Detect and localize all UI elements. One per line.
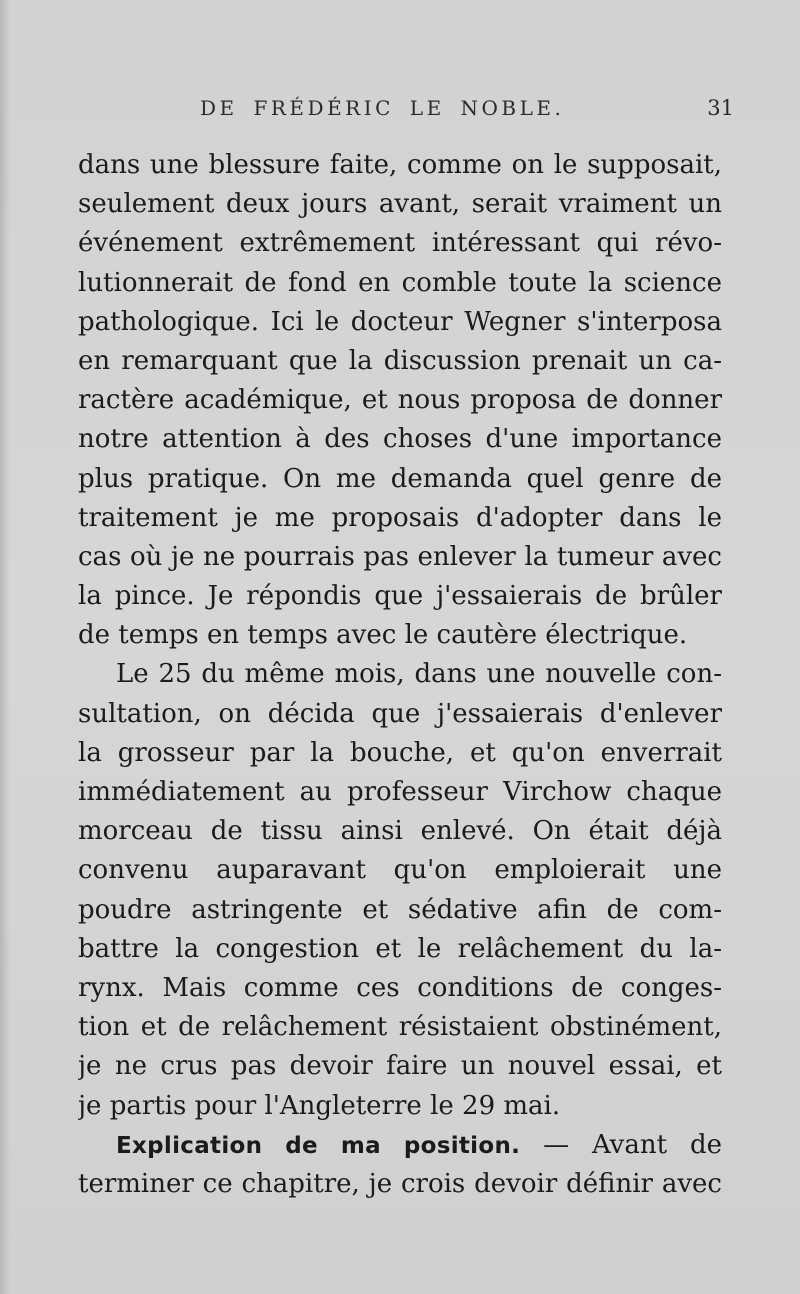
text-line: immédiatement au professeur Virchow chaque: [78, 777, 722, 807]
running-title: DE FRÉDÉRIC LE NOBLE.: [200, 96, 565, 120]
text-line: convenu auparavant qu'on emploierait une: [78, 855, 722, 886]
text-line: rynx. Mais comme ces conditions de conges-: [78, 972, 722, 1003]
body-text: [78, 146, 722, 1204]
text-line: la grosseur par la bouche, et qu'on enverrait: [78, 737, 722, 768]
text-line: je partis pour l'Angleterre le 29 mai.: [78, 1090, 561, 1121]
text-line: lutionnerait de fond en comble toute la science: [78, 267, 722, 298]
text-line: seulement deux jours avant, serait vraiment un: [78, 189, 722, 220]
text-line: traitement je me proposais d'adopter dans le: [78, 502, 722, 533]
section-heading-line: [78, 1126, 722, 1165]
text-line: sultation, on décida que j'essaierais d'enlever: [78, 698, 722, 729]
text-line: morceau de tissu ainsi enlevé. On était déjà: [78, 816, 722, 847]
text-line: la pince. Je répondis que j'essaierais de brûler: [78, 581, 722, 612]
text-line: cas où je ne pourrais pas enlever la tumeur avec: [78, 541, 722, 572]
text-line: pathologique. Ici le docteur Wegner s'interposa: [78, 306, 722, 337]
text-line: poudre astringente et sédative afin de com-: [78, 894, 722, 925]
section-heading-rest: — Avant de: [520, 1129, 722, 1160]
text-line: événement extrêmement intéressant qui révo-: [78, 228, 722, 259]
text-line: battre la congestion et le relâchement du la-: [78, 933, 722, 964]
page-number: 31: [707, 96, 734, 120]
text-line: de temps en temps avec le cautère électrique.: [78, 620, 688, 651]
text-line: notre attention à des choses d'une importance: [78, 424, 722, 455]
text-line: dans une blessure faite, comme on le supposait,: [78, 150, 722, 180]
running-head: [200, 96, 740, 130]
text-line: ractère académique, et nous proposa de donner: [78, 385, 722, 416]
text-line: Le 25 du même mois, dans une nouvelle con-: [116, 659, 722, 690]
text-line: terminer ce chapitre, je crois devoir définir avec: [78, 1168, 722, 1199]
section-heading: Explication de ma position.: [116, 1132, 521, 1159]
text-line: en remarquant que la discussion prenait un ca-: [78, 345, 722, 376]
text-line: plus pratique. On me demanda quel genre de: [78, 463, 722, 494]
text-line: je ne crus pas devoir faire un nouvel essai, et: [78, 1051, 722, 1082]
text-line: tion et de relâchement résistaient obstinément,: [78, 1012, 722, 1043]
